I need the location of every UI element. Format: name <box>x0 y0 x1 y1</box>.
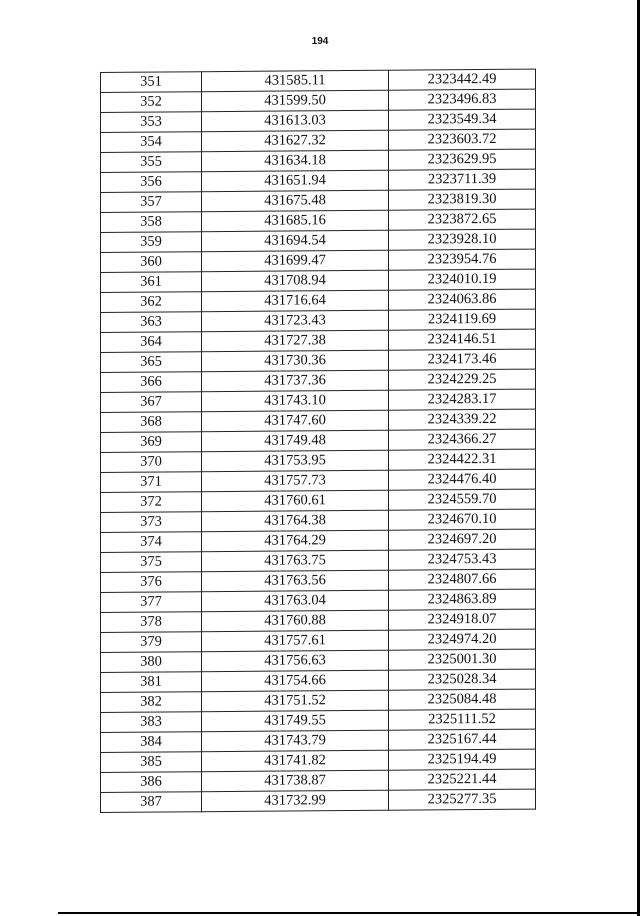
table-row <box>101 109 536 132</box>
table-row <box>101 229 536 252</box>
y-coordinate-cell: 2324863.89 <box>389 589 536 610</box>
point-number-cell: 352 <box>101 92 202 113</box>
y-coordinate-cell: 2324670.10 <box>389 509 536 530</box>
x-coordinate-cell: 431741.82 <box>202 750 389 771</box>
table-row <box>101 249 536 272</box>
y-coordinate-cell: 2324918.07 <box>389 609 536 630</box>
x-coordinate-cell: 431747.60 <box>202 410 389 431</box>
table-row <box>101 769 536 792</box>
x-coordinate-cell: 431753.95 <box>202 450 389 471</box>
y-coordinate-cell: 2324229.25 <box>389 369 536 390</box>
point-number-cell: 362 <box>101 292 202 313</box>
table-row <box>101 729 536 752</box>
table-row <box>101 669 536 692</box>
x-coordinate-cell: 431627.32 <box>202 130 389 151</box>
x-coordinate-cell: 431757.61 <box>202 630 389 651</box>
table-row <box>101 269 536 292</box>
table-row <box>101 429 536 452</box>
point-number-cell: 385 <box>101 752 202 773</box>
x-coordinate-cell: 431675.48 <box>202 190 389 211</box>
y-coordinate-cell: 2323872.65 <box>389 209 536 230</box>
table-row <box>101 689 536 712</box>
x-coordinate-cell: 431727.38 <box>202 330 389 351</box>
x-coordinate-cell: 431743.10 <box>202 390 389 411</box>
table-row <box>101 389 536 412</box>
point-number-cell: 367 <box>101 392 202 413</box>
y-coordinate-cell: 2323496.83 <box>389 89 536 110</box>
table-row <box>101 169 536 192</box>
table-row <box>101 589 536 612</box>
x-coordinate-cell: 431685.16 <box>202 210 389 231</box>
point-number-cell: 378 <box>101 612 202 633</box>
table-row <box>101 329 536 352</box>
y-coordinate-cell: 2325084.48 <box>389 689 536 710</box>
table-row <box>101 369 536 392</box>
table-row <box>101 129 536 152</box>
point-number-cell: 366 <box>101 372 202 393</box>
x-coordinate-cell: 431749.48 <box>202 430 389 451</box>
y-coordinate-cell: 2324063.86 <box>389 289 536 310</box>
y-coordinate-cell: 2324010.19 <box>389 269 536 290</box>
y-coordinate-cell: 2325221.44 <box>389 769 536 790</box>
y-coordinate-cell: 2323954.76 <box>389 249 536 270</box>
x-coordinate-cell: 431599.50 <box>202 90 389 111</box>
y-coordinate-cell: 2323928.10 <box>389 229 536 250</box>
table-row <box>101 149 536 172</box>
x-coordinate-cell: 431634.18 <box>202 150 389 171</box>
table-row <box>101 189 536 212</box>
y-coordinate-cell: 2324283.17 <box>389 389 536 410</box>
point-number-cell: 369 <box>101 432 202 453</box>
point-number-cell: 358 <box>101 212 202 233</box>
x-coordinate-cell: 431760.88 <box>202 610 389 631</box>
x-coordinate-cell: 431732.99 <box>202 790 389 811</box>
y-coordinate-cell: 2325111.52 <box>389 709 536 730</box>
x-coordinate-cell: 431763.04 <box>202 590 389 611</box>
point-number-cell: 381 <box>101 672 202 693</box>
y-coordinate-cell: 2323442.49 <box>389 69 536 90</box>
point-number-cell: 351 <box>101 72 202 93</box>
point-number-cell: 382 <box>101 692 202 713</box>
table-row <box>101 549 536 572</box>
y-coordinate-cell: 2324173.46 <box>389 349 536 370</box>
point-number-cell: 355 <box>101 152 202 173</box>
point-number-cell: 373 <box>101 512 202 533</box>
y-coordinate-cell: 2325194.49 <box>389 749 536 770</box>
x-coordinate-cell: 431764.29 <box>202 530 389 551</box>
x-coordinate-cell: 431751.52 <box>202 690 389 711</box>
table-row <box>101 509 536 532</box>
y-coordinate-cell: 2324974.20 <box>389 629 536 650</box>
y-coordinate-cell: 2323549.34 <box>389 109 536 130</box>
y-coordinate-cell: 2324807.66 <box>389 569 536 590</box>
point-number-cell: 353 <box>101 112 202 133</box>
x-coordinate-cell: 431749.55 <box>202 710 389 731</box>
x-coordinate-cell: 431760.61 <box>202 490 389 511</box>
table-row <box>101 449 536 472</box>
y-coordinate-cell: 2325277.35 <box>389 789 536 810</box>
x-coordinate-cell: 431694.54 <box>202 230 389 251</box>
table-row <box>101 749 536 772</box>
y-coordinate-cell: 2323629.95 <box>389 149 536 170</box>
point-number-cell: 371 <box>101 472 202 493</box>
x-coordinate-cell: 431737.36 <box>202 370 389 391</box>
x-coordinate-cell: 431757.73 <box>202 470 389 491</box>
y-coordinate-cell: 2324422.31 <box>389 449 536 470</box>
table-row <box>101 69 536 92</box>
y-coordinate-cell: 2325028.34 <box>389 669 536 690</box>
table-row <box>101 489 536 512</box>
point-number-cell: 380 <box>101 652 202 673</box>
x-coordinate-cell: 431743.79 <box>202 730 389 751</box>
point-number-cell: 363 <box>101 312 202 333</box>
x-coordinate-cell: 431764.38 <box>202 510 389 531</box>
table-row <box>101 649 536 672</box>
point-number-cell: 376 <box>101 572 202 593</box>
point-number-cell: 384 <box>101 732 202 753</box>
table-row <box>101 409 536 432</box>
table-row <box>101 609 536 632</box>
x-coordinate-cell: 431730.36 <box>202 350 389 371</box>
point-number-cell: 377 <box>101 592 202 613</box>
point-number-cell: 360 <box>101 252 202 273</box>
y-coordinate-cell: 2324119.69 <box>389 309 536 330</box>
point-number-cell: 356 <box>101 172 202 193</box>
scan-edge-bottom <box>58 912 640 914</box>
table-row <box>101 629 536 652</box>
y-coordinate-cell: 2324476.40 <box>389 469 536 490</box>
y-coordinate-cell: 2324753.43 <box>389 549 536 570</box>
table-row <box>101 309 536 332</box>
table-row <box>101 789 536 812</box>
y-coordinate-cell: 2323711.39 <box>389 169 536 190</box>
y-coordinate-cell: 2323603.72 <box>389 129 536 150</box>
point-number-cell: 354 <box>101 132 202 153</box>
table-row <box>101 469 536 492</box>
table-row <box>101 569 536 592</box>
table-row <box>101 289 536 312</box>
table-row <box>101 349 536 372</box>
coordinate-table-container <box>100 69 532 813</box>
y-coordinate-cell: 2324697.20 <box>389 529 536 550</box>
coordinate-table <box>100 69 536 813</box>
x-coordinate-cell: 431708.94 <box>202 270 389 291</box>
point-number-cell: 359 <box>101 232 202 253</box>
point-number-cell: 386 <box>101 772 202 793</box>
point-number-cell: 379 <box>101 632 202 653</box>
x-coordinate-cell: 431756.63 <box>202 650 389 671</box>
x-coordinate-cell: 431613.03 <box>202 110 389 131</box>
point-number-cell: 383 <box>101 712 202 733</box>
point-number-cell: 372 <box>101 492 202 513</box>
y-coordinate-cell: 2324559.70 <box>389 489 536 510</box>
table-row <box>101 89 536 112</box>
x-coordinate-cell: 431763.75 <box>202 550 389 571</box>
y-coordinate-cell: 2323819.30 <box>389 189 536 210</box>
y-coordinate-cell: 2324146.51 <box>389 329 536 350</box>
y-coordinate-cell: 2324339.22 <box>389 409 536 430</box>
table-row <box>101 709 536 732</box>
x-coordinate-cell: 431651.94 <box>202 170 389 191</box>
x-coordinate-cell: 431754.66 <box>202 670 389 691</box>
point-number-cell: 387 <box>101 792 202 813</box>
point-number-cell: 364 <box>101 332 202 353</box>
y-coordinate-cell: 2325167.44 <box>389 729 536 750</box>
x-coordinate-cell: 431585.11 <box>202 70 389 91</box>
point-number-cell: 365 <box>101 352 202 373</box>
x-coordinate-cell: 431723.43 <box>202 310 389 331</box>
y-coordinate-cell: 2325001.30 <box>389 649 536 670</box>
point-number-cell: 370 <box>101 452 202 473</box>
y-coordinate-cell: 2324366.27 <box>389 429 536 450</box>
x-coordinate-cell: 431738.87 <box>202 770 389 791</box>
x-coordinate-cell: 431763.56 <box>202 570 389 591</box>
x-coordinate-cell: 431716.64 <box>202 290 389 311</box>
coordinate-table-body <box>101 69 536 812</box>
point-number-cell: 357 <box>101 192 202 213</box>
point-number-cell: 375 <box>101 552 202 573</box>
point-number-cell: 368 <box>101 412 202 433</box>
point-number-cell: 361 <box>101 272 202 293</box>
page-number: 194 <box>311 36 329 47</box>
point-number-cell: 374 <box>101 532 202 553</box>
table-row <box>101 209 536 232</box>
x-coordinate-cell: 431699.47 <box>202 250 389 271</box>
table-row <box>101 529 536 552</box>
